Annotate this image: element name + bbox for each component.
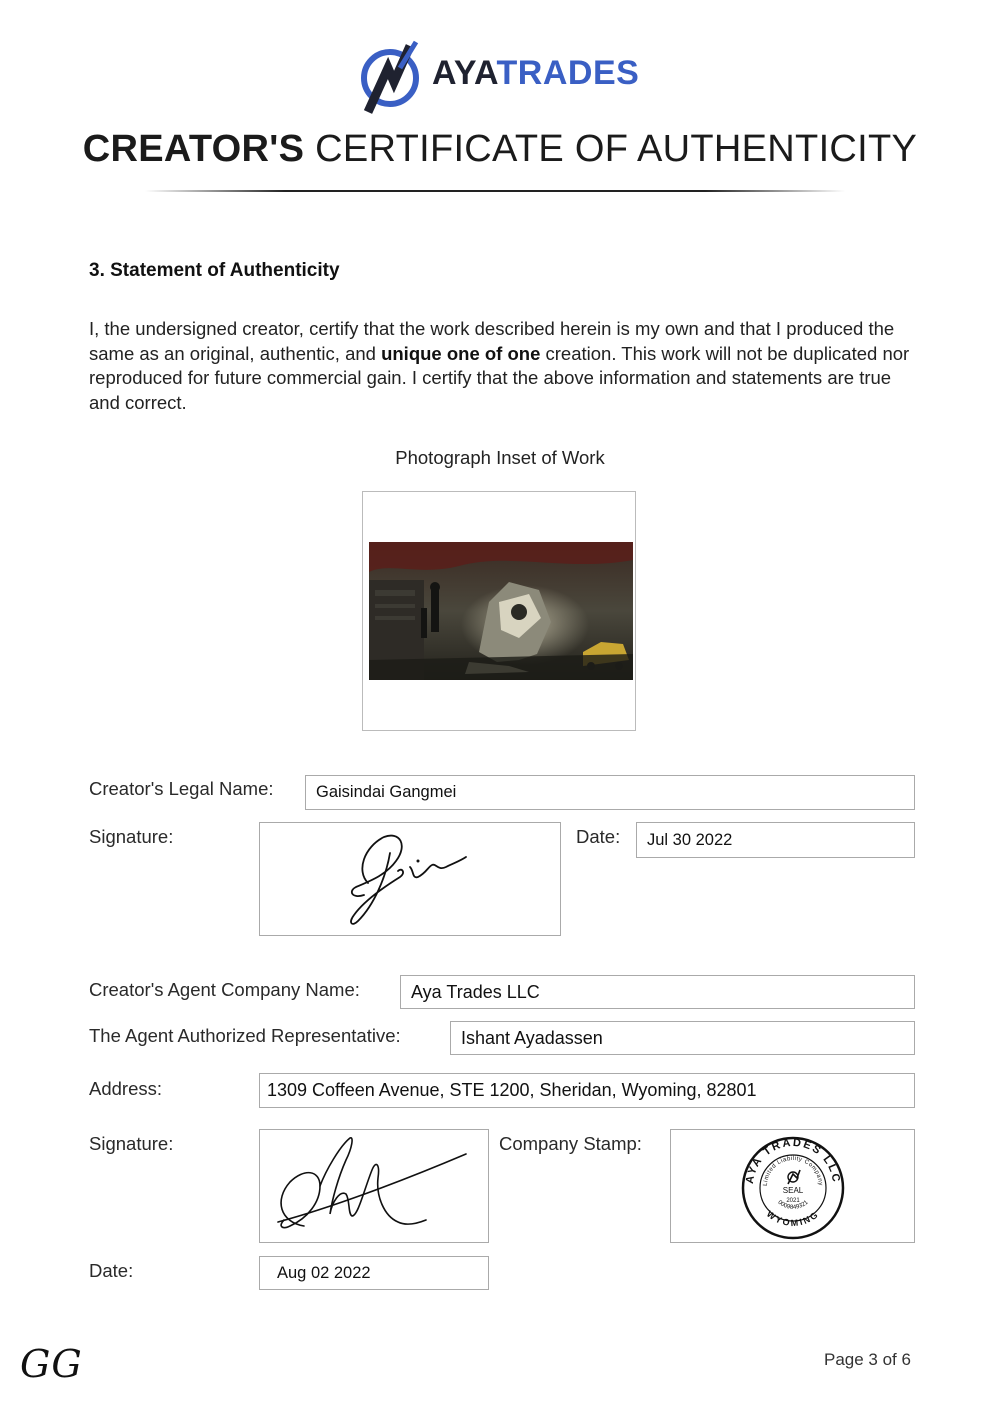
- creator-date-field[interactable]: Jul 30 2022: [636, 822, 915, 858]
- seal-bottom-text: WYOMING: [764, 1208, 822, 1229]
- creator-legal-name-field[interactable]: Gaisindai Gangmei: [305, 775, 915, 810]
- statement-text-bold: unique one of one: [381, 342, 541, 364]
- artwork-photograph: [369, 542, 633, 680]
- address-label: Address:: [89, 1078, 163, 1099]
- creator-signature-image: [260, 823, 560, 935]
- agent-signature-box[interactable]: [259, 1129, 489, 1243]
- page-number: Page 3 of 6: [824, 1350, 911, 1369]
- agent-representative-field[interactable]: Ishant Ayadassen: [450, 1021, 915, 1055]
- certificate-title-rest: CERTIFICATE OF AUTHENTICITY: [315, 128, 918, 170]
- seal-year: 2021: [786, 1198, 800, 1204]
- section-heading: 3. Statement of Authenticity: [89, 260, 340, 281]
- brand-wordmark: [432, 54, 639, 93]
- agent-company-field[interactable]: Aya Trades LLC: [400, 975, 915, 1009]
- brand-name-part2: TRADES: [496, 54, 640, 92]
- agent-company-label: Creator's Agent Company Name:: [89, 979, 360, 1000]
- creator-signature-label: Signature:: [89, 826, 174, 847]
- address-field[interactable]: 1309 Coffeen Avenue, STE 1200, Sheridan, Wyoming, 82801: [259, 1073, 915, 1108]
- company-stamp-label: Company Stamp:: [499, 1133, 642, 1154]
- certificate-title-bold: CREATOR'S: [82, 128, 305, 170]
- title-divider: [145, 190, 845, 192]
- seal-center-label: SEAL: [782, 1186, 804, 1195]
- company-stamp-box: [670, 1129, 915, 1243]
- creator-legal-name-label: Creator's Legal Name:: [89, 778, 274, 799]
- agent-date-field[interactable]: Aug 02 2022: [259, 1256, 489, 1290]
- creator-signature-box[interactable]: [259, 822, 561, 936]
- agent-date-label: Date:: [89, 1260, 134, 1281]
- company-logo: [360, 38, 650, 118]
- inset-caption: Photograph Inset of Work: [395, 447, 605, 468]
- seal-number: 0009849321: [776, 1199, 810, 1211]
- agent-representative-label: The Agent Authorized Representative:: [89, 1025, 401, 1046]
- statement-paragraph: [89, 317, 919, 415]
- agent-signature-label: Signature:: [89, 1133, 174, 1154]
- brand-name-part1: AYA: [432, 54, 497, 92]
- ayatrades-logo-icon: [360, 38, 424, 116]
- signer-initials: GG: [20, 1342, 83, 1386]
- statement-text-1: I, the undersigned creator, certify that the work described herein is my own and that I produced the same as an original, authentic, and: [89, 318, 895, 364]
- creator-date-label: Date:: [576, 826, 621, 847]
- agent-signature-image: [260, 1130, 488, 1242]
- company-seal-image: [671, 1130, 914, 1242]
- certificate-title: [0, 128, 1000, 171]
- seal-logo-icon: [788, 1170, 800, 1184]
- artwork-image: [369, 542, 633, 680]
- photograph-inset-frame: [362, 491, 636, 731]
- svg-text:WYOMING: [765, 1209, 821, 1228]
- seal-inner-text: Limited Liability Company: [762, 1155, 824, 1187]
- seal-top-text: AYA TRADES LLC: [743, 1136, 843, 1185]
- statement-text-2: creation. This work will not be duplicated nor reproduced for future commercial gain. I certify that the above information and statements are true and correct.: [89, 342, 910, 413]
